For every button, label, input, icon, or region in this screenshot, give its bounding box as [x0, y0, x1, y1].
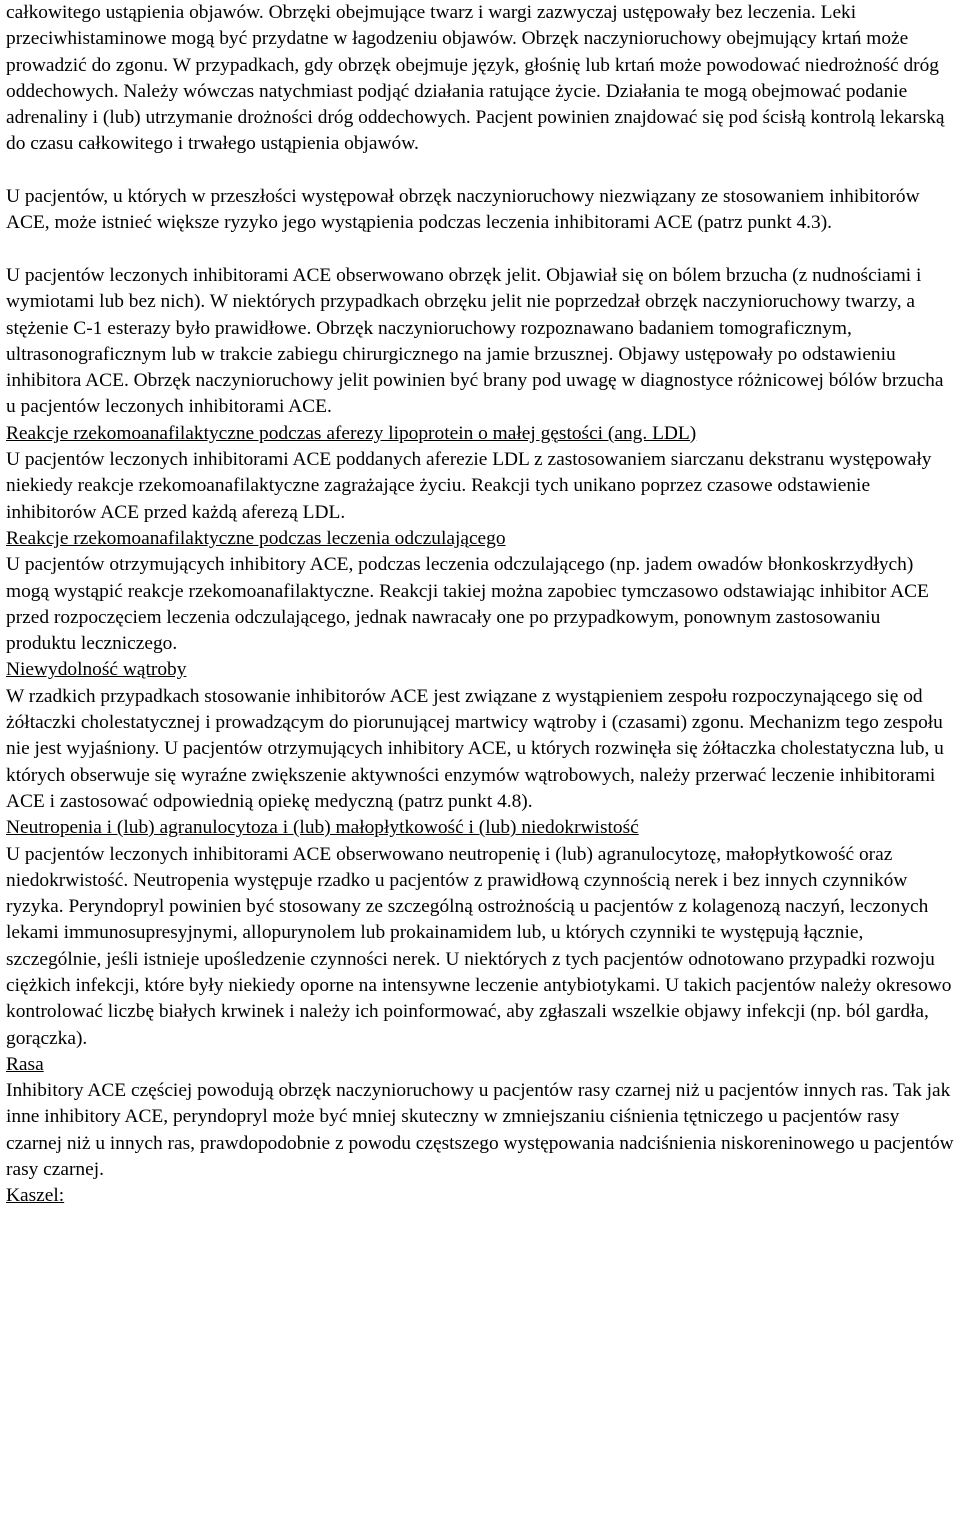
section-ldl-apheresis — [6, 421, 954, 526]
section-body: W rzadkich przypadkach stosowanie inhibitorów ACE jest związane z wystąpieniem zespołu rozpoczynającego się od żółtaczki cholestatycznej i prowadzącym do piorunującej martwicy wątroby i (czasami) zgonu. Mechanizm tego zespołu nie jest wyjaśniony. U pacjentów otrzymujących inhibitory ACE, u których rozwinęła się żółtaczka cholestatyczna lub, u których obserwuje się wyraźne zwiększenie aktywności enzymów wątrobowych, należy przerwać leczenie inhibitorami ACE i zastosować odpowiednią opiekę medyczną (patrz punkt 4.8). — [6, 685, 944, 812]
section-body: U pacjentów leczonych inhibitorami ACE obserwowano neutropenię i (lub) agranulocytozę, małopłytkowość oraz niedokrwistość. Neutropenia występuje rzadko u pacjentów z prawidłową czynnością nerek i bez innych czynników ryzyka. Peryndopryl powinien być stosowany ze szczególną ostrożnością u pacjentów z kolagenozą naczyń, leczonych lekami immunosupresyjnymi, allopurynolem lub prokainamidem lub, u których czynniki te występują łącznie, szczególnie, jeśli istnieje upośledzenie czynności nerek. U niektórych z tych pacjentów odnotowano przypadki rozwoju ciężkich infekcji, które były niekiedy oporne na intensywne leczenie antybiotykami. U takich pacjentów należy okresowo kontrolować liczbę białych krwinek i należy ich poinformować, aby zgłaszali wszelkie objawy infekcji (np. ból gardła, gorączka). — [6, 843, 952, 1049]
section-body: U pacjentów otrzymujących inhibitory ACE, podczas leczenia odczulającego (np. jadem owadów błonkoskrzydłych) mogą wystąpić reakcje rzekomoanafilaktyczne. Reakcji takiej można zapobiec tymczasowo odstawiając inhibitor ACE przed rozpoczęciem leczenia odczulającego, jednak nawracały one po przypadkowym, ponownym zastosowaniu produktu leczniczego. — [6, 554, 929, 655]
paragraph-intestinal-angioedema: U pacjentów leczonych inhibitorami ACE obserwowano obrzęk jelit. Objawiał się on bólem brzucha (z nudnościami i wymiotami lub bez nich). W niektórych przypadkach obrzęku jelit nie poprzedzał obrzęk naczynioruchowy twarzy, a stężenie C-1 esterazy było prawidłowe. Obrzęk naczynioruchowy rozpoznawano badaniem tomograficznym, ultrasonograficznym lub w trakcie zabiegu chirurgicznego na jamie brzusznej. Objawy ustępowały po odstawieniu inhibitora ACE. Obrzęk naczynioruchowy jelit powinien być brany pod uwagę w diagnostyce różnicowej bólów brzucha u pacjentów leczonych inhibitorami ACE. — [6, 264, 944, 418]
paragraph-angioedema-continuation: całkowitego ustąpienia objawów. Obrzęki obejmujące twarz i wargi zazwyczaj ustępowały bez leczenia. Leki przeciwhistaminowe mogą być przydatne w łagodzeniu objawów. Obrzęk naczynioruchowy obejmujący krtań może prowadzić do zgonu. W przypadkach, gdy obrzęk obejmuje język, głośnię lub krtań może powodować niedrożność dróg oddechowych. Należy wówczas natychmiast podjąć działania ratujące życie. Działania te mogą obejmować podanie adrenaliny i (lub) utrzymanie drożności dróg oddechowych. Pacjent powinien znajdować się pod ścisłą kontrolą lekarską do czasu całkowitego i trwałego ustąpienia objawów. — [6, 2, 945, 155]
section-neutropenia — [6, 815, 954, 1052]
section-heading: Reakcje rzekomoanafilaktyczne podczas aferezy lipoprotein o małej gęstości (ang. LDL) — [6, 422, 697, 444]
section-body: U pacjentów leczonych inhibitorami ACE poddanych aferezie LDL z zastosowaniem siarczanu dekstranu występowały niekiedy reakcje rzekomoanafilaktyczne zagrażające życiu. Reakcji tych unikano poprzez czasowe odstawienie inhibitorów ACE przed każdą aferezą LDL. — [6, 449, 932, 523]
section-race — [6, 1052, 954, 1183]
section-body: Inhibitory ACE częściej powodują obrzęk naczynioruchowy u pacjentów rasy czarnej niż u pacjentów innych ras. Tak jak inne inhibitory ACE, peryndopryl może być mniej skuteczny w zmniejszaniu ciśnienia tętniczego u pacjentów rasy czarnej niż u innych ras, prawdopodobnie z powodu częstszego występowania nadciśnienia niskoreninowego u pacjentów rasy czarnej. — [6, 1080, 954, 1181]
section-heading: Reakcje rzekomoanafilaktyczne podczas leczenia odczulającego — [6, 527, 506, 549]
section-cough — [6, 1183, 954, 1209]
document-page — [6, 0, 954, 1210]
section-heading: Neutropenia i (lub) agranulocytoza i (lub) małopłytkowość i (lub) niedokrwistość — [6, 817, 639, 839]
section-hepatic-failure — [6, 657, 954, 815]
section-heading: Niewydolność wątroby — [6, 659, 187, 681]
section-heading-cough: Kaszel: — [6, 1185, 65, 1207]
paragraph-angioedema-history: U pacjentów, u których w przeszłości występował obrzęk naczynioruchowy niezwiązany ze stosowaniem inhibitorów ACE, może istnieć większe ryzyko jego wystąpienia podczas leczenia inhibitorami ACE (patrz punkt 4.3). — [6, 186, 920, 234]
section-desensitization — [6, 526, 954, 657]
section-heading: Rasa — [6, 1053, 44, 1075]
